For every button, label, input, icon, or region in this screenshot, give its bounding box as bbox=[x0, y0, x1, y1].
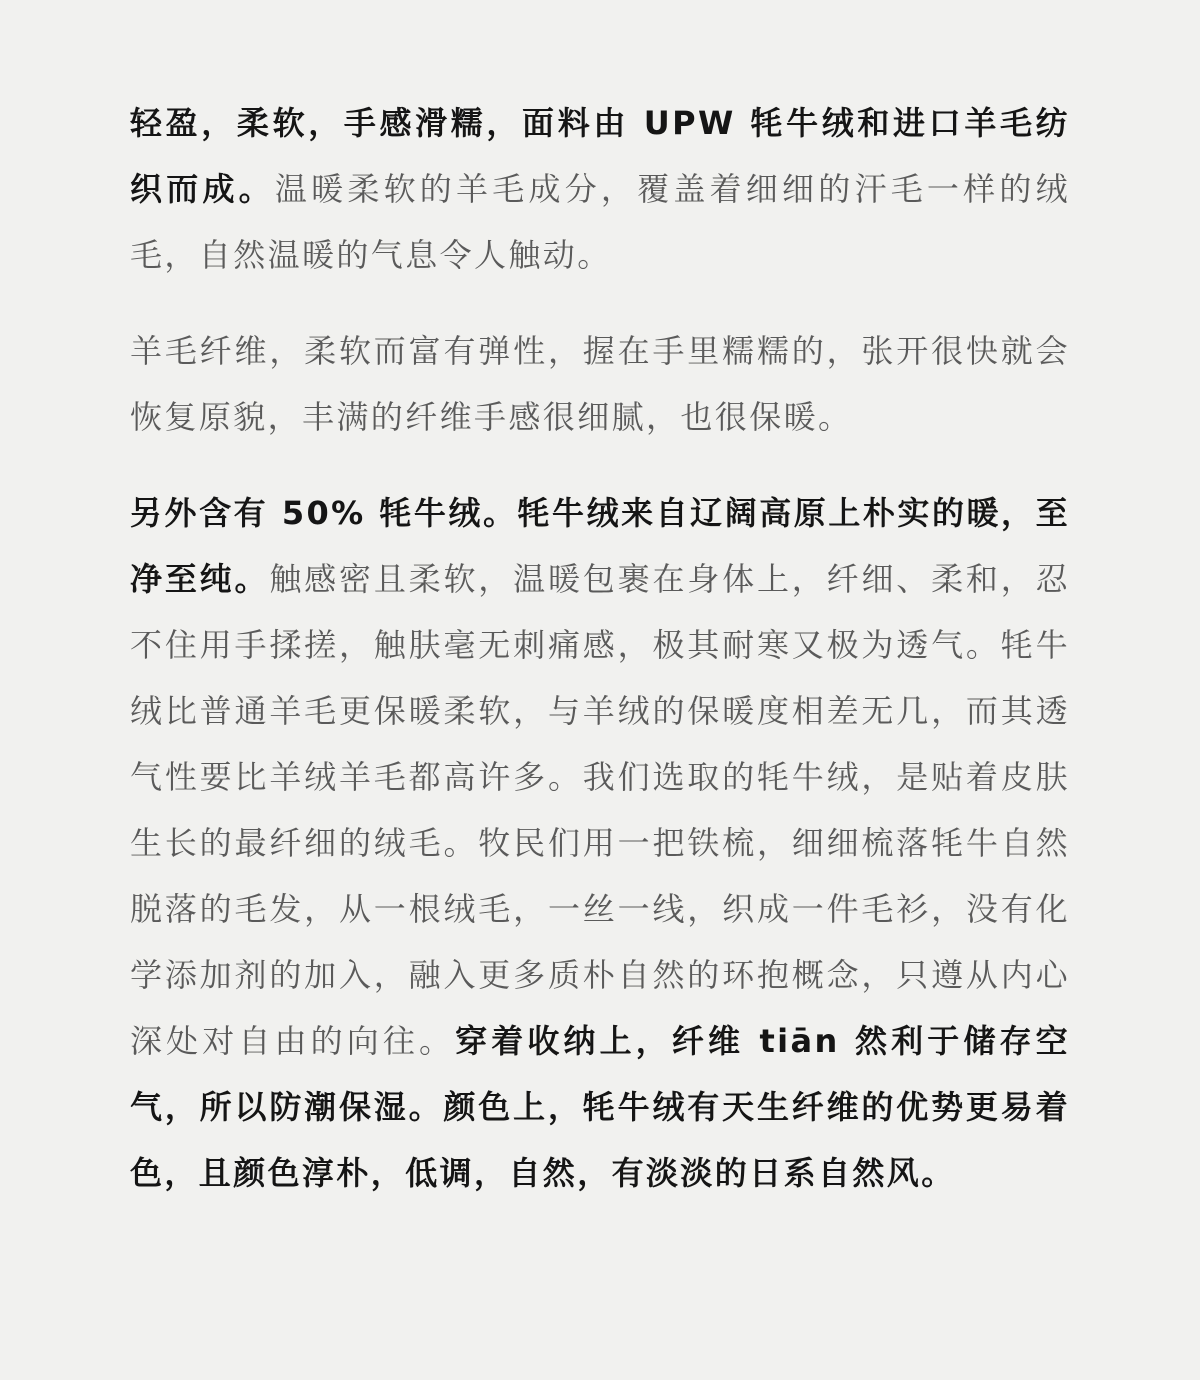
paragraph-intro-body: 温暖柔软的羊毛成分，覆盖着细细的汗毛一样的绒毛，自然温暖的气息令人触动。 bbox=[130, 170, 1070, 274]
paragraph-yak-highlight: 另外含有 50% 牦牛绒。牦牛绒来自辽阔高原上朴实的暖，至净至纯。 bbox=[130, 494, 1070, 598]
paragraph-yak-body: 触感密且柔软，温暖包裹在身体上，纤细、柔和，忍不住用手揉搓，触肤毫无刺痛感，极其耐寒又极为透气。牦牛绒比普通羊毛更保暖柔软，与羊绒的保暖度相差无几，而其透气性要比羊绒羊毛都高许多。我们选取的牦牛绒，是贴着皮肤生长的最纤细的绒毛。牧民们用一把铁梳，细细梳落牦牛自然脱落的毛发，从一根绒毛，一丝一线，织成一件毛衫，没有化学添加剂的加入，融入更多质朴自然的环抱概念，只遵从内心深处对自由的向往。 bbox=[130, 560, 1070, 1060]
paragraph-wool-body: 羊毛纤维，柔软而富有弹性，握在手里糯糯的，张开很快就会恢复原貌，丰满的纤维手感很细腻，也很保暖。 bbox=[130, 332, 1070, 436]
paragraph-yak bbox=[130, 480, 1070, 1206]
paragraph-wool bbox=[130, 318, 1070, 450]
paragraph-intro-highlight: 轻盈，柔软，手感滑糯，面料由 UPW 牦牛绒和进口羊毛纺织而成。 bbox=[130, 104, 1070, 208]
paragraph-intro bbox=[130, 90, 1070, 288]
paragraph-yak-closing: 穿着收纳上，纤维 tiān 然利于储存空气，所以防潮保湿。颜色上，牦牛绒有天生纤维的优势更易着色，且颜色淳朴，低调，自然，有淡淡的日系自然风。 bbox=[130, 1022, 1070, 1192]
